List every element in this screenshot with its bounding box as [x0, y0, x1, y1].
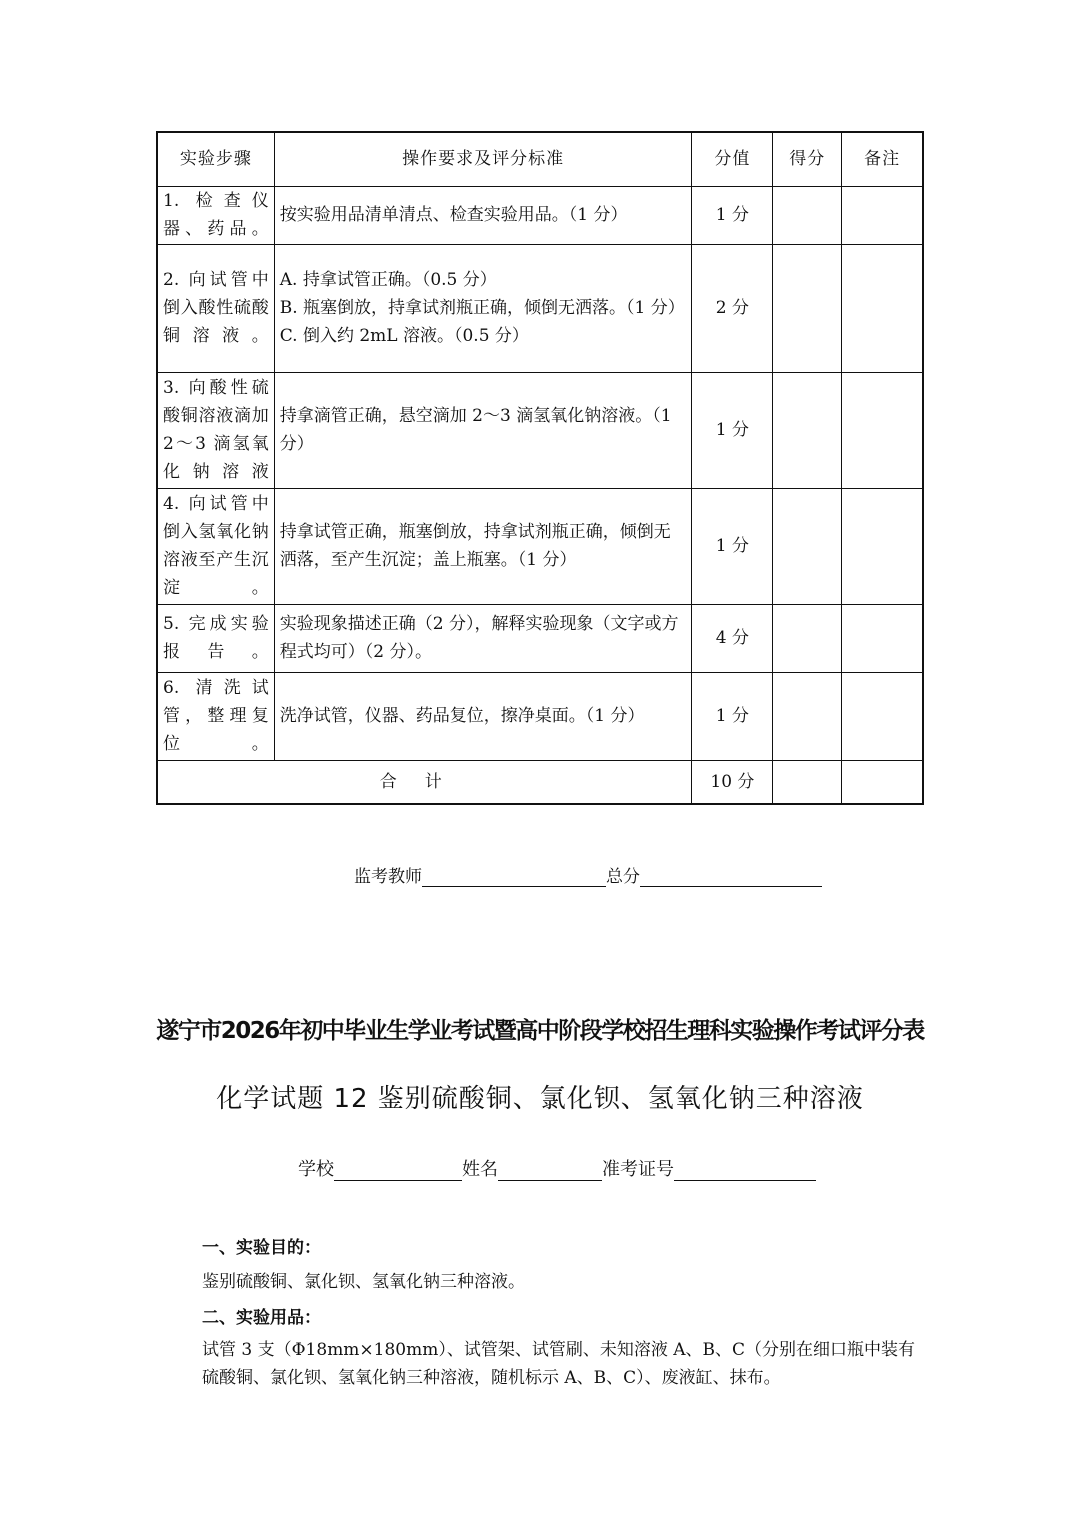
- total-score-blank[interactable]: [640, 866, 822, 887]
- table-row: [157, 372, 923, 488]
- standard-cell: [274, 488, 692, 604]
- school-blank[interactable]: [334, 1160, 462, 1181]
- total-value: 10 分: [692, 760, 773, 804]
- signature-line: [354, 862, 822, 887]
- standard-line: 按实验用品清单清点、检查实验用品。（1 分）: [279, 205, 628, 225]
- total-label: 合计: [157, 760, 692, 804]
- standard-line: 实验现象描述正确（2 分），解释实验现象（文字或方程式均可）（2 分）。: [279, 614, 679, 662]
- standard-line: 持拿滴管正确，悬空滴加 2～3 滴氢氧化钠溶液。（1 分）: [279, 406, 672, 454]
- note-cell: [842, 760, 923, 804]
- section-purpose: [202, 1234, 922, 1296]
- score-cell: [773, 186, 842, 244]
- score-cell: [773, 244, 842, 372]
- step-cell: 3. 向酸性硫酸铜溶液滴加 2～3 滴氢氧化钠溶液: [157, 372, 274, 488]
- proctor-label: 监考教师: [354, 867, 422, 887]
- score-cell: [773, 372, 842, 488]
- section-body: 试管 3 支（Φ18mm×180mm）、试管架、试管刷、未知溶液 A、B、C（分别在细口瓶中装有硫酸铜、氯化钡、氢氧化钠三种溶液，随机标示 A、B、C）、废液缸、抹布。: [202, 1340, 916, 1388]
- note-cell: [842, 372, 923, 488]
- score-cell: [773, 672, 842, 760]
- standard-cell: [274, 672, 692, 760]
- score-cell: [773, 604, 842, 672]
- name-blank[interactable]: [498, 1160, 602, 1181]
- note-cell: [842, 604, 923, 672]
- standard-cell: [274, 604, 692, 672]
- score-cell: [773, 760, 842, 804]
- value-cell: 4 分: [692, 604, 773, 672]
- header-standard: 操作要求及评分标准: [274, 132, 692, 186]
- standard-cell: [274, 186, 692, 244]
- value-cell: 1 分: [692, 372, 773, 488]
- section-heading: 一、实验目的：: [202, 1238, 321, 1258]
- name-label: 姓名: [462, 1159, 498, 1180]
- table-row: [157, 186, 923, 244]
- standard-cell: [274, 372, 692, 488]
- table-header-row: [157, 132, 923, 186]
- total-score-label: 总分: [606, 867, 640, 887]
- header-value: 分值: [692, 132, 773, 186]
- step-cell: 4. 向试管中倒入氢氧化钠溶液至产生沉淀。: [157, 488, 274, 604]
- section-body: 鉴别硫酸铜、氯化钡、氢氧化钠三种溶液。: [202, 1272, 525, 1292]
- note-cell: [842, 488, 923, 604]
- exam-title: 遂宁市2026年初中毕业生学业考试暨高中阶段学校招生理科实验操作考试评分表: [156, 1018, 924, 1044]
- table-row: [157, 604, 923, 672]
- standard-line: 持拿试管正确，瓶塞倒放，持拿试剂瓶正确，倾倒无洒落，至产生沉淀；盖上瓶塞。（1 分）: [279, 522, 671, 570]
- note-cell: [842, 672, 923, 760]
- value-cell: 1 分: [692, 672, 773, 760]
- exam-subtitle: 化学试题 12 鉴别硫酸铜、氯化钡、氢氧化钠三种溶液: [216, 1084, 864, 1114]
- standard-line: 洗净试管，仪器、药品复位，擦净桌面。（1 分）: [279, 706, 645, 726]
- score-cell: [773, 488, 842, 604]
- proctor-blank[interactable]: [422, 866, 606, 887]
- standard-cell: [274, 244, 692, 372]
- standard-line: B. 瓶塞倒放，持拿试剂瓶正确，倾倒无洒落。（1 分）: [279, 298, 685, 318]
- header-step: 实验步骤: [157, 132, 274, 186]
- table-row: [157, 488, 923, 604]
- school-label: 学校: [298, 1159, 334, 1180]
- candidate-fields: [298, 1155, 816, 1181]
- header-score: 得分: [773, 132, 842, 186]
- table-row: [157, 244, 923, 372]
- scoring-table: [156, 131, 924, 805]
- note-cell: [842, 244, 923, 372]
- section-heading: 二、实验用品：: [202, 1308, 321, 1328]
- standard-line: A. 持拿试管正确。（0.5 分）: [279, 270, 497, 290]
- step-cell: 2. 向试管中倒入酸性硫酸铜溶液。: [157, 244, 274, 372]
- step-cell: 5. 完成实验报告。: [157, 604, 274, 672]
- ticket-label: 准考证号: [602, 1159, 674, 1180]
- total-row: [157, 760, 923, 804]
- header-note: 备注: [842, 132, 923, 186]
- table-row: [157, 672, 923, 760]
- ticket-blank[interactable]: [674, 1160, 816, 1181]
- section-materials: [202, 1304, 922, 1392]
- step-cell: 6. 清洗试管，整理复位。: [157, 672, 274, 760]
- standard-line: C. 倒入约 2mL 溶液。（0.5 分）: [279, 326, 529, 346]
- value-cell: 2 分: [692, 244, 773, 372]
- step-cell: 1. 检查仪器、药品。: [157, 186, 274, 244]
- value-cell: 1 分: [692, 488, 773, 604]
- value-cell: 1 分: [692, 186, 773, 244]
- note-cell: [842, 186, 923, 244]
